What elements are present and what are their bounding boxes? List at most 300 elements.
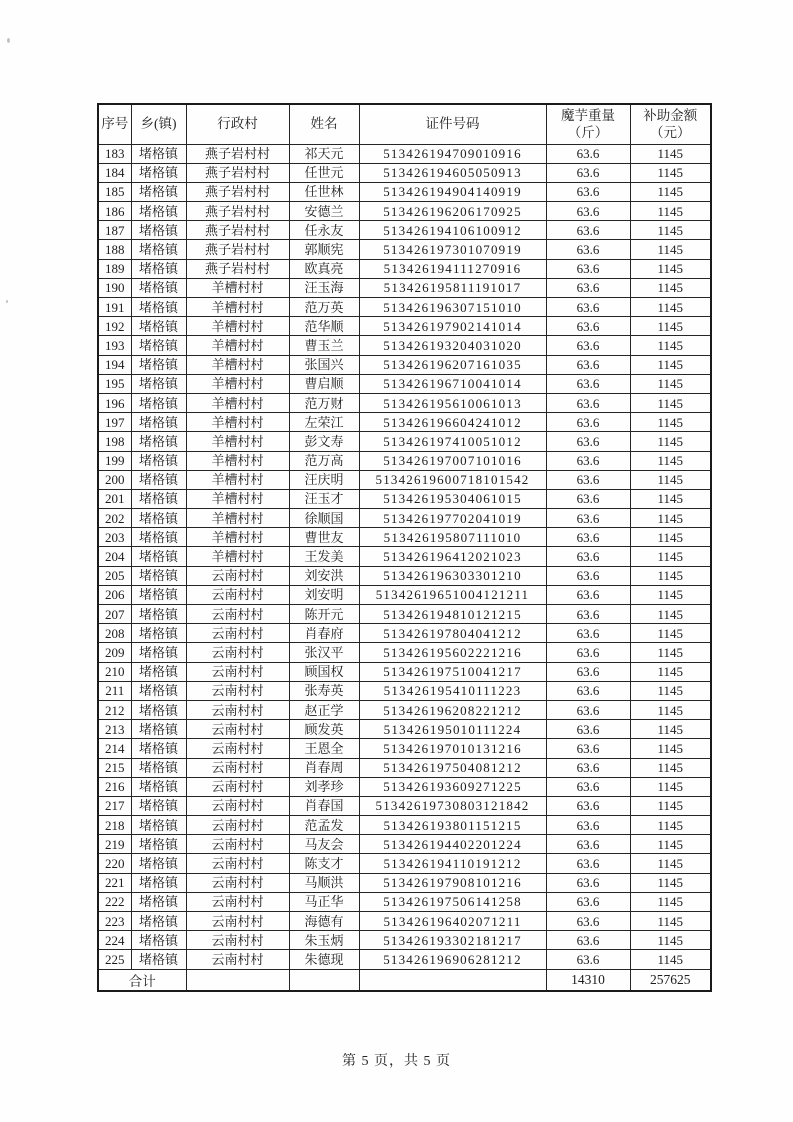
table-row <box>98 605 711 624</box>
cell-name: 赵正学 <box>289 700 359 719</box>
cell-name: 张汉平 <box>289 643 359 662</box>
cell-name: 马顺洪 <box>289 873 359 892</box>
cell-township: 堵格镇 <box>131 317 186 336</box>
table-body <box>98 144 711 969</box>
cell-weight: 63.6 <box>546 451 630 470</box>
table-row <box>98 873 711 892</box>
cell-amount: 1145 <box>630 182 711 201</box>
cell-id-number: 513426196710041014 <box>359 374 546 393</box>
table-row <box>98 182 711 201</box>
cell-name: 曹世友 <box>289 528 359 547</box>
total-weight: 14310 <box>546 969 630 991</box>
cell-seq: 184 <box>98 163 131 182</box>
cell-seq: 208 <box>98 624 131 643</box>
cell-weight: 63.6 <box>546 413 630 432</box>
cell-id-number: 513426196604241012 <box>359 413 546 432</box>
cell-seq: 203 <box>98 528 131 547</box>
cell-township: 堵格镇 <box>131 950 186 969</box>
cell-seq: 209 <box>98 643 131 662</box>
cell-name: 刘安明 <box>289 585 359 604</box>
cell-amount: 1145 <box>630 892 711 911</box>
scan-speck <box>6 300 8 303</box>
cell-id-number: 513426196303301210 <box>359 566 546 585</box>
cell-id-number: 513426194605050913 <box>359 163 546 182</box>
cell-id-number: 513426194106100912 <box>359 221 546 240</box>
cell-village: 云南村村 <box>186 662 289 681</box>
cell-amount: 1145 <box>630 605 711 624</box>
cell-weight: 63.6 <box>546 585 630 604</box>
cell-amount: 1145 <box>630 374 711 393</box>
cell-village: 云南村村 <box>186 681 289 700</box>
table-header <box>98 104 711 144</box>
cell-village: 云南村村 <box>186 739 289 758</box>
cell-seq: 197 <box>98 413 131 432</box>
cell-amount: 1145 <box>630 355 711 374</box>
cell-amount: 1145 <box>630 931 711 950</box>
cell-name: 汪玉才 <box>289 489 359 508</box>
cell-seq: 218 <box>98 816 131 835</box>
table-row <box>98 298 711 317</box>
cell-amount: 1145 <box>630 796 711 815</box>
table-row <box>98 643 711 662</box>
cell-township: 堵格镇 <box>131 758 186 777</box>
cell-township: 堵格镇 <box>131 413 186 432</box>
cell-seq: 183 <box>98 144 131 163</box>
cell-weight: 63.6 <box>546 873 630 892</box>
cell-village: 羊槽村村 <box>186 393 289 412</box>
cell-id-number: 513426197908101216 <box>359 873 546 892</box>
cell-seq: 185 <box>98 182 131 201</box>
cell-village: 云南村村 <box>186 720 289 739</box>
cell-village: 云南村村 <box>186 624 289 643</box>
cell-seq: 187 <box>98 221 131 240</box>
cell-id-number: 513426194810121215 <box>359 605 546 624</box>
cell-village: 燕子岩村村 <box>186 259 289 278</box>
cell-id-number: 513426194111270916 <box>359 259 546 278</box>
cell-township: 堵格镇 <box>131 528 186 547</box>
table-row <box>98 144 711 163</box>
cell-name: 郭顺宪 <box>289 240 359 259</box>
cell-id-number: 513426196307151010 <box>359 298 546 317</box>
cell-amount: 1145 <box>630 662 711 681</box>
cell-village: 羊槽村村 <box>186 278 289 297</box>
cell-seq: 188 <box>98 240 131 259</box>
cell-id-number: 513426197007101016 <box>359 451 546 470</box>
cell-amount: 1145 <box>630 624 711 643</box>
table-row <box>98 585 711 604</box>
cell-id-number: 513426195807111010 <box>359 528 546 547</box>
scan-speck <box>7 38 10 43</box>
cell-name: 朱德现 <box>289 950 359 969</box>
cell-village: 羊槽村村 <box>186 413 289 432</box>
cell-name: 范万财 <box>289 393 359 412</box>
cell-seq: 216 <box>98 777 131 796</box>
cell-id-number: 513426197010131216 <box>359 739 546 758</box>
cell-weight: 63.6 <box>546 144 630 163</box>
cell-seq: 191 <box>98 298 131 317</box>
cell-weight: 63.6 <box>546 317 630 336</box>
cell-name: 马友会 <box>289 835 359 854</box>
cell-amount: 1145 <box>630 585 711 604</box>
total-label: 合计 <box>98 969 186 991</box>
cell-id-number: 513426193801151215 <box>359 816 546 835</box>
cell-seq: 222 <box>98 892 131 911</box>
cell-weight: 63.6 <box>546 700 630 719</box>
cell-weight: 63.6 <box>546 739 630 758</box>
cell-seq: 194 <box>98 355 131 374</box>
table-row <box>98 566 711 585</box>
cell-township: 堵格镇 <box>131 739 186 758</box>
cell-name: 左荣江 <box>289 413 359 432</box>
cell-name: 刘安洪 <box>289 566 359 585</box>
cell-id-number: 513426193609271225 <box>359 777 546 796</box>
cell-amount: 1145 <box>630 547 711 566</box>
cell-name: 顾发英 <box>289 720 359 739</box>
cell-village: 云南村村 <box>186 585 289 604</box>
cell-id-number: 51342619600718101542 <box>359 470 546 489</box>
cell-weight: 63.6 <box>546 240 630 259</box>
cell-weight: 63.6 <box>546 835 630 854</box>
cell-weight: 63.6 <box>546 624 630 643</box>
cell-township: 堵格镇 <box>131 298 186 317</box>
cell-township: 堵格镇 <box>131 873 186 892</box>
cell-amount: 1145 <box>630 739 711 758</box>
cell-seq: 190 <box>98 278 131 297</box>
table-row <box>98 739 711 758</box>
cell-id-number: 513426197804041212 <box>359 624 546 643</box>
cell-amount: 1145 <box>630 643 711 662</box>
cell-name: 朱玉炳 <box>289 931 359 950</box>
cell-township: 堵格镇 <box>131 240 186 259</box>
cell-township: 堵格镇 <box>131 720 186 739</box>
table-row <box>98 509 711 528</box>
cell-weight: 63.6 <box>546 643 630 662</box>
header-row <box>98 104 711 144</box>
table-row <box>98 816 711 835</box>
cell-seq: 214 <box>98 739 131 758</box>
cell-township: 堵格镇 <box>131 221 186 240</box>
cell-name: 陈支才 <box>289 854 359 873</box>
cell-weight: 63.6 <box>546 221 630 240</box>
table-row <box>98 202 711 221</box>
cell-id-number: 513426196207161035 <box>359 355 546 374</box>
cell-amount: 1145 <box>630 221 711 240</box>
cell-township: 堵格镇 <box>131 700 186 719</box>
cell-village: 云南村村 <box>186 892 289 911</box>
cell-village: 燕子岩村村 <box>186 221 289 240</box>
cell-seq: 193 <box>98 336 131 355</box>
cell-seq: 221 <box>98 873 131 892</box>
cell-id-number: 513426193302181217 <box>359 931 546 950</box>
cell-township: 堵格镇 <box>131 509 186 528</box>
cell-village: 羊槽村村 <box>186 374 289 393</box>
cell-seq: 224 <box>98 931 131 950</box>
cell-name: 王发美 <box>289 547 359 566</box>
cell-weight: 63.6 <box>546 892 630 911</box>
table-row <box>98 355 711 374</box>
cell-name: 范孟发 <box>289 816 359 835</box>
cell-village: 云南村村 <box>186 873 289 892</box>
table-row <box>98 796 711 815</box>
cell-id-number: 513426196906281212 <box>359 950 546 969</box>
cell-village: 云南村村 <box>186 643 289 662</box>
cell-weight: 63.6 <box>546 720 630 739</box>
cell-township: 堵格镇 <box>131 451 186 470</box>
cell-weight: 63.6 <box>546 355 630 374</box>
cell-seq: 186 <box>98 202 131 221</box>
cell-amount: 1145 <box>630 816 711 835</box>
cell-weight: 63.6 <box>546 605 630 624</box>
header-weight-line2: （斤） <box>567 125 609 141</box>
cell-village: 羊槽村村 <box>186 470 289 489</box>
cell-township: 堵格镇 <box>131 470 186 489</box>
table-row <box>98 950 711 969</box>
cell-seq: 212 <box>98 700 131 719</box>
table-row <box>98 393 711 412</box>
table-row <box>98 835 711 854</box>
cell-weight: 63.6 <box>546 393 630 412</box>
cell-weight: 63.6 <box>546 796 630 815</box>
cell-name: 陈开元 <box>289 605 359 624</box>
header-amount <box>630 104 711 144</box>
cell-amount: 1145 <box>630 432 711 451</box>
cell-village: 羊槽村村 <box>186 355 289 374</box>
cell-weight: 63.6 <box>546 547 630 566</box>
cell-weight: 63.6 <box>546 259 630 278</box>
header-amount-line2: （元） <box>650 125 691 141</box>
table-row <box>98 336 711 355</box>
cell-township: 堵格镇 <box>131 547 186 566</box>
cell-id-number: 51342619651004121211 <box>359 585 546 604</box>
cell-name: 范华顺 <box>289 317 359 336</box>
cell-name: 王恩全 <box>289 739 359 758</box>
cell-amount: 1145 <box>630 413 711 432</box>
cell-amount: 1145 <box>630 950 711 969</box>
cell-amount: 1145 <box>630 336 711 355</box>
cell-amount: 1145 <box>630 393 711 412</box>
table-row <box>98 489 711 508</box>
cell-name: 任世元 <box>289 163 359 182</box>
cell-amount: 1145 <box>630 700 711 719</box>
cell-amount: 1145 <box>630 873 711 892</box>
cell-village: 羊槽村村 <box>186 432 289 451</box>
cell-township: 堵格镇 <box>131 278 186 297</box>
cell-township: 堵格镇 <box>131 624 186 643</box>
cell-id-number: 513426196206170925 <box>359 202 546 221</box>
cell-amount: 1145 <box>630 720 711 739</box>
cell-village: 云南村村 <box>186 605 289 624</box>
cell-weight: 63.6 <box>546 374 630 393</box>
cell-weight: 63.6 <box>546 202 630 221</box>
cell-township: 堵格镇 <box>131 182 186 201</box>
cell-village: 云南村村 <box>186 758 289 777</box>
table-row <box>98 528 711 547</box>
cell-seq: 219 <box>98 835 131 854</box>
table-row <box>98 317 711 336</box>
cell-village: 羊槽村村 <box>186 451 289 470</box>
cell-weight: 63.6 <box>546 432 630 451</box>
cell-seq: 223 <box>98 912 131 931</box>
cell-name: 张国兴 <box>289 355 359 374</box>
cell-weight: 63.6 <box>546 470 630 489</box>
cell-township: 堵格镇 <box>131 163 186 182</box>
cell-id-number: 513426194904140919 <box>359 182 546 201</box>
cell-township: 堵格镇 <box>131 336 186 355</box>
header-id-number: 证件号码 <box>359 104 546 144</box>
cell-village: 燕子岩村村 <box>186 202 289 221</box>
cell-village: 云南村村 <box>186 854 289 873</box>
cell-amount: 1145 <box>630 489 711 508</box>
cell-village: 羊槽村村 <box>186 336 289 355</box>
cell-id-number: 513426197410051012 <box>359 432 546 451</box>
cell-township: 堵格镇 <box>131 259 186 278</box>
cell-village: 羊槽村村 <box>186 489 289 508</box>
cell-seq: 202 <box>98 509 131 528</box>
cell-village: 燕子岩村村 <box>186 163 289 182</box>
cell-id-number: 513426196412021023 <box>359 547 546 566</box>
table-row <box>98 624 711 643</box>
table-row <box>98 854 711 873</box>
cell-amount: 1145 <box>630 202 711 221</box>
cell-id-number: 513426193204031020 <box>359 336 546 355</box>
cell-name: 张寿英 <box>289 681 359 700</box>
cell-id-number: 513426197504081212 <box>359 758 546 777</box>
cell-amount: 1145 <box>630 835 711 854</box>
table-row <box>98 451 711 470</box>
table-row <box>98 892 711 911</box>
page-footer: 第 5 页，共 5 页 <box>342 1054 451 1069</box>
cell-id-number: 513426196402071211 <box>359 912 546 931</box>
cell-weight: 63.6 <box>546 758 630 777</box>
cell-village: 燕子岩村村 <box>186 144 289 163</box>
cell-name: 顾国权 <box>289 662 359 681</box>
cell-amount: 1145 <box>630 758 711 777</box>
table-row <box>98 758 711 777</box>
cell-township: 堵格镇 <box>131 202 186 221</box>
cell-village: 羊槽村村 <box>186 298 289 317</box>
cell-id-number: 513426197301070919 <box>359 240 546 259</box>
total-id-empty <box>359 969 546 991</box>
cell-name: 任永友 <box>289 221 359 240</box>
cell-id-number: 513426195602221216 <box>359 643 546 662</box>
cell-seq: 225 <box>98 950 131 969</box>
header-weight-line1: 魔芋重量 <box>561 107 615 123</box>
table-row <box>98 432 711 451</box>
header-weight <box>546 104 630 144</box>
cell-township: 堵格镇 <box>131 144 186 163</box>
cell-township: 堵格镇 <box>131 854 186 873</box>
cell-name: 欧真亮 <box>289 259 359 278</box>
cell-weight: 63.6 <box>546 566 630 585</box>
cell-weight: 63.6 <box>546 662 630 681</box>
table-row <box>98 470 711 489</box>
cell-id-number: 513426197510041217 <box>359 662 546 681</box>
cell-township: 堵格镇 <box>131 374 186 393</box>
cell-weight: 63.6 <box>546 489 630 508</box>
cell-id-number: 513426194110191212 <box>359 854 546 873</box>
total-name-empty <box>289 969 359 991</box>
header-name: 姓名 <box>289 104 359 144</box>
cell-weight: 63.6 <box>546 950 630 969</box>
cell-name: 汪庆明 <box>289 470 359 489</box>
cell-name: 曹启顺 <box>289 374 359 393</box>
cell-seq: 207 <box>98 605 131 624</box>
cell-name: 范万英 <box>289 298 359 317</box>
cell-amount: 1145 <box>630 298 711 317</box>
cell-township: 堵格镇 <box>131 796 186 815</box>
table-row <box>98 240 711 259</box>
table-row <box>98 413 711 432</box>
cell-seq: 198 <box>98 432 131 451</box>
cell-village: 云南村村 <box>186 931 289 950</box>
cell-weight: 63.6 <box>546 931 630 950</box>
cell-amount: 1145 <box>630 163 711 182</box>
cell-seq: 195 <box>98 374 131 393</box>
cell-township: 堵格镇 <box>131 355 186 374</box>
cell-township: 堵格镇 <box>131 489 186 508</box>
cell-township: 堵格镇 <box>131 835 186 854</box>
cell-township: 堵格镇 <box>131 777 186 796</box>
cell-weight: 63.6 <box>546 336 630 355</box>
cell-name: 任世林 <box>289 182 359 201</box>
cell-township: 堵格镇 <box>131 566 186 585</box>
cell-amount: 1145 <box>630 259 711 278</box>
cell-amount: 1145 <box>630 912 711 931</box>
cell-village: 云南村村 <box>186 912 289 931</box>
subsidy-table <box>97 103 712 992</box>
total-row <box>98 969 711 991</box>
cell-village: 云南村村 <box>186 835 289 854</box>
header-township: 乡(镇) <box>131 104 186 144</box>
cell-name: 肖春周 <box>289 758 359 777</box>
cell-weight: 63.6 <box>546 298 630 317</box>
cell-township: 堵格镇 <box>131 393 186 412</box>
cell-amount: 1145 <box>630 317 711 336</box>
cell-township: 堵格镇 <box>131 662 186 681</box>
cell-village: 羊槽村村 <box>186 528 289 547</box>
total-amount: 257625 <box>630 969 711 991</box>
table-row <box>98 700 711 719</box>
cell-weight: 63.6 <box>546 182 630 201</box>
table-row <box>98 681 711 700</box>
cell-weight: 63.6 <box>546 777 630 796</box>
cell-seq: 201 <box>98 489 131 508</box>
cell-seq: 204 <box>98 547 131 566</box>
cell-id-number: 513426197506141258 <box>359 892 546 911</box>
cell-village: 燕子岩村村 <box>186 240 289 259</box>
table-row <box>98 720 711 739</box>
cell-name: 肖春国 <box>289 796 359 815</box>
header-amount-line1: 补助金额 <box>643 107 698 123</box>
cell-weight: 63.6 <box>546 528 630 547</box>
table-row <box>98 278 711 297</box>
table-row <box>98 547 711 566</box>
cell-weight: 63.6 <box>546 681 630 700</box>
cell-id-number: 513426195010111224 <box>359 720 546 739</box>
cell-name: 彭文寿 <box>289 432 359 451</box>
cell-amount: 1145 <box>630 278 711 297</box>
cell-id-number: 513426195811191017 <box>359 278 546 297</box>
cell-amount: 1145 <box>630 566 711 585</box>
cell-seq: 211 <box>98 681 131 700</box>
cell-name: 海德有 <box>289 912 359 931</box>
cell-weight: 63.6 <box>546 509 630 528</box>
cell-village: 云南村村 <box>186 816 289 835</box>
cell-village: 燕子岩村村 <box>186 182 289 201</box>
cell-seq: 215 <box>98 758 131 777</box>
cell-township: 堵格镇 <box>131 432 186 451</box>
cell-village: 羊槽村村 <box>186 509 289 528</box>
